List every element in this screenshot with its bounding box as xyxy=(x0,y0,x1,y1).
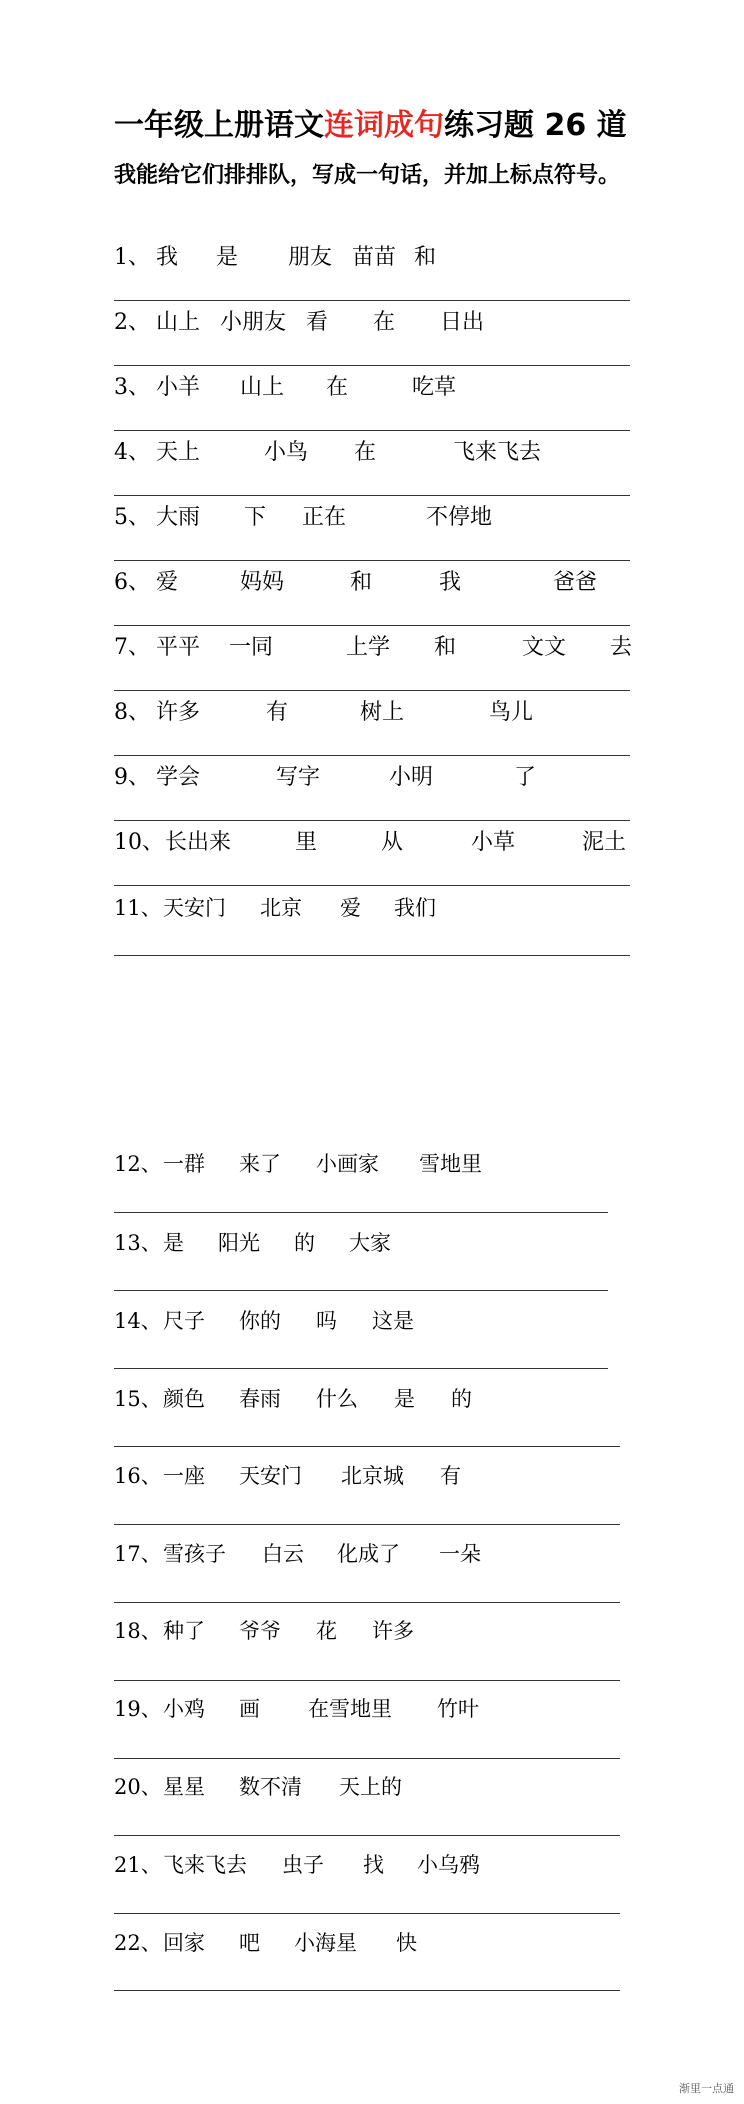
word-chip: 我们 xyxy=(394,896,436,920)
question-number: 10、 xyxy=(114,830,164,855)
word-chip: 的 xyxy=(294,1231,315,1255)
word-chip: 日出 xyxy=(440,310,485,335)
word-chip: 飞来飞去 xyxy=(163,1853,247,1877)
word-chip: 是 xyxy=(216,245,239,270)
word-chip: 许多 xyxy=(156,700,201,725)
word-chip: 你的 xyxy=(239,1309,281,1333)
word-chip: 天上 xyxy=(156,440,201,465)
word-chip: 在 xyxy=(326,375,349,400)
word-chip: 妈妈 xyxy=(240,570,285,595)
word-chip: 我 xyxy=(439,570,462,595)
word-chip: 许多 xyxy=(372,1619,414,1643)
word-chip: 里 xyxy=(295,830,318,855)
word-chip: 文文 xyxy=(522,635,567,660)
question-number: 18、 xyxy=(114,1619,162,1643)
word-chip: 小草 xyxy=(471,830,516,855)
page-title xyxy=(114,100,627,144)
footer-watermark: 渐里一点通 xyxy=(679,2082,734,2095)
answer-line[interactable] xyxy=(114,955,630,956)
word-chip: 一同 xyxy=(229,635,274,660)
word-chip: 爸爸 xyxy=(553,570,598,595)
word-chip: 小鸟 xyxy=(264,440,309,465)
question-number: 20、 xyxy=(114,1775,162,1799)
word-chip: 吧 xyxy=(239,1931,260,1955)
word-chip: 找 xyxy=(363,1853,384,1877)
word-chip: 苗苗 xyxy=(352,245,397,270)
answer-line[interactable] xyxy=(114,690,630,691)
word-chip: 不停地 xyxy=(426,505,493,530)
answer-line[interactable] xyxy=(114,495,630,496)
answer-line[interactable] xyxy=(114,1680,620,1681)
word-chip: 小鸡 xyxy=(163,1697,205,1721)
word-chip: 小明 xyxy=(389,765,434,790)
word-chip: 和 xyxy=(434,635,457,660)
word-chip: 雪孩子 xyxy=(163,1542,226,1566)
word-chip: 天安门 xyxy=(163,896,226,920)
word-chip: 在 xyxy=(354,440,377,465)
instruction-text: 我能给它们排排队，写成一句话，并加上标点符号。 xyxy=(114,163,621,188)
question-number: 1、 xyxy=(114,245,150,270)
question-number: 12、 xyxy=(114,1152,162,1176)
word-chip: 了 xyxy=(514,765,537,790)
word-chip: 一座 xyxy=(163,1464,205,1488)
question-number: 9、 xyxy=(114,765,150,790)
answer-line[interactable] xyxy=(114,820,630,821)
answer-line[interactable] xyxy=(114,1990,620,1991)
word-chip: 的 xyxy=(451,1387,472,1411)
word-chip: 什么 xyxy=(316,1387,358,1411)
word-chip: 在 xyxy=(373,310,396,335)
question-number: 22、 xyxy=(114,1931,162,1955)
word-chip: 大雨 xyxy=(156,505,201,530)
word-chip: 天安门 xyxy=(239,1464,302,1488)
word-chip: 有 xyxy=(266,700,289,725)
answer-line[interactable] xyxy=(114,1446,620,1447)
word-chip: 山上 xyxy=(240,375,285,400)
word-chip: 小海星 xyxy=(294,1931,357,1955)
answer-line[interactable] xyxy=(114,1758,620,1759)
question-number: 19、 xyxy=(114,1697,162,1721)
word-chip: 星星 xyxy=(163,1775,205,1799)
word-chip: 种了 xyxy=(163,1619,205,1643)
word-chip: 朋友 xyxy=(288,245,333,270)
question-number: 4、 xyxy=(114,440,150,465)
word-chip: 树上 xyxy=(360,700,405,725)
word-chip: 虫子 xyxy=(282,1853,324,1877)
question-number: 6、 xyxy=(114,570,150,595)
word-chip: 鸟儿 xyxy=(489,700,534,725)
word-chip: 山上 xyxy=(156,310,201,335)
word-chip: 化成了 xyxy=(337,1542,400,1566)
question-number: 16、 xyxy=(114,1464,162,1488)
question-number: 3、 xyxy=(114,375,150,400)
word-chip: 写字 xyxy=(276,765,321,790)
answer-line[interactable] xyxy=(114,1524,620,1525)
word-chip: 回家 xyxy=(163,1931,205,1955)
question-number: 17、 xyxy=(114,1542,162,1566)
word-chip: 看 xyxy=(306,310,329,335)
word-chip: 在雪地里 xyxy=(308,1697,392,1721)
question-number: 14、 xyxy=(114,1309,162,1333)
question-number: 5、 xyxy=(114,505,150,530)
word-chip: 学会 xyxy=(156,765,201,790)
title-part-2: 练习题 26 道 xyxy=(444,108,627,143)
word-chip: 小朋友 xyxy=(220,310,287,335)
word-chip: 和 xyxy=(350,570,373,595)
word-chip: 大家 xyxy=(349,1231,391,1255)
answer-line[interactable] xyxy=(114,300,630,301)
word-chip: 竹叶 xyxy=(437,1697,479,1721)
word-chip: 吃草 xyxy=(412,375,457,400)
answer-line[interactable] xyxy=(114,1290,608,1291)
answer-line[interactable] xyxy=(114,1602,620,1603)
answer-line[interactable] xyxy=(114,1212,608,1213)
word-chip: 上学 xyxy=(346,635,391,660)
word-chip: 去 xyxy=(610,635,633,660)
title-part-1: 一年级上册语文 xyxy=(114,108,324,143)
word-chip: 和 xyxy=(414,245,437,270)
word-chip: 小乌鸦 xyxy=(417,1853,480,1877)
word-chip: 这是 xyxy=(372,1309,414,1333)
question-number: 11、 xyxy=(114,896,162,920)
word-chip: 有 xyxy=(440,1464,461,1488)
word-chip: 北京 xyxy=(260,896,302,920)
answer-line[interactable] xyxy=(114,365,630,366)
word-chip: 爱 xyxy=(156,570,179,595)
answer-line[interactable] xyxy=(114,1835,620,1836)
word-chip: 雪地里 xyxy=(419,1152,482,1176)
word-chip: 下 xyxy=(244,505,267,530)
word-chip: 是 xyxy=(394,1387,415,1411)
question-number: 15、 xyxy=(114,1387,162,1411)
word-chip: 一朵 xyxy=(439,1542,481,1566)
question-number: 21、 xyxy=(114,1853,162,1877)
question-number: 2、 xyxy=(114,310,150,335)
word-chip: 正在 xyxy=(302,505,347,530)
word-chip: 白云 xyxy=(262,1542,304,1566)
question-number: 8、 xyxy=(114,700,150,725)
answer-line[interactable] xyxy=(114,1913,620,1914)
title-highlight: 连词成句 xyxy=(324,108,444,143)
word-chip: 泥土 xyxy=(582,830,627,855)
answer-line[interactable] xyxy=(114,885,630,886)
word-chip: 小羊 xyxy=(156,375,201,400)
answer-line[interactable] xyxy=(114,1368,608,1369)
answer-line[interactable] xyxy=(114,625,630,626)
word-chip: 北京城 xyxy=(341,1464,404,1488)
word-chip: 长出来 xyxy=(165,830,232,855)
word-chip: 颜色 xyxy=(163,1387,205,1411)
word-chip: 我 xyxy=(156,245,179,270)
question-number: 7、 xyxy=(114,635,150,660)
question-number: 13、 xyxy=(114,1231,162,1255)
word-chip: 爱 xyxy=(340,896,361,920)
word-chip: 阳光 xyxy=(218,1231,260,1255)
word-chip: 数不清 xyxy=(239,1775,302,1799)
word-chip: 快 xyxy=(396,1931,417,1955)
word-chip: 爷爷 xyxy=(239,1619,281,1643)
word-chip: 吗 xyxy=(316,1309,337,1333)
word-chip: 花 xyxy=(316,1619,337,1643)
answer-line[interactable] xyxy=(114,755,630,756)
word-chip: 来了 xyxy=(239,1152,281,1176)
word-chip: 平平 xyxy=(156,635,201,660)
word-chip: 天上的 xyxy=(339,1775,402,1799)
word-chip: 从 xyxy=(381,830,404,855)
word-chip: 画 xyxy=(239,1697,260,1721)
answer-line[interactable] xyxy=(114,560,630,561)
word-chip: 一群 xyxy=(163,1152,205,1176)
word-chip: 春雨 xyxy=(239,1387,281,1411)
word-chip: 飞来飞去 xyxy=(453,440,542,465)
word-chip: 尺子 xyxy=(163,1309,205,1333)
word-chip: 是 xyxy=(163,1231,184,1255)
word-chip: 小画家 xyxy=(316,1152,379,1176)
answer-line[interactable] xyxy=(114,430,630,431)
